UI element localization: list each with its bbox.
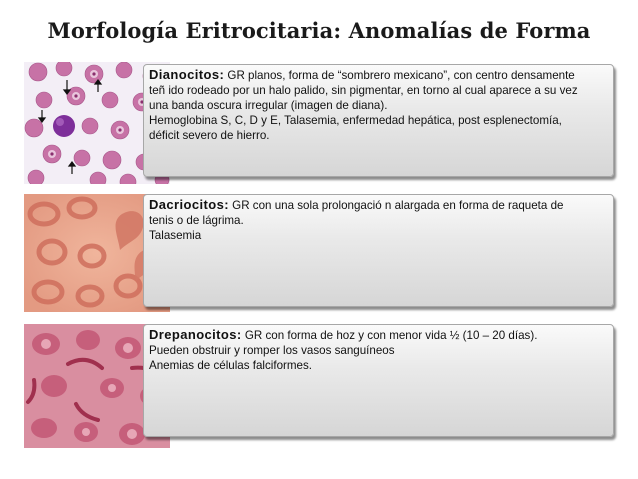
card-dianocitos-line: teñ ido rodeado por un halo palido, sin pigmentar, en torno al cual aparece a su vez [149, 84, 578, 97]
card-dianocitos-line: Hemoglobina S, C, D y E, Talasemia, enfermedad hepática, post esplenectomía, [149, 114, 562, 127]
heading-dacriocitos: Dacriocitos: [149, 197, 229, 212]
heading-dianocitos: Dianocitos: [149, 67, 225, 82]
card-dianocitos-line: una banda oscura irregular (imagen de diana). [149, 99, 388, 112]
heading-drepanocitos: Drepanocitos: [149, 327, 242, 342]
card-dacriocitos-text [149, 197, 608, 243]
card-dacriocitos-line: GR con una sola prolongació n alargada en forma de raqueta de [232, 199, 564, 212]
card-dacriocitos [143, 194, 614, 307]
card-drepanocitos-line: GR con forma de hoz y con menor vida ½ (10 – 20 días). [244, 329, 538, 342]
card-dianocitos-line: GR planos, forma de “sombrero mexicano”, con centro densamente [227, 69, 575, 82]
card-dianocitos-line: déficit severo de hierro. [149, 129, 270, 142]
card-drepanocitos-line: Anemias de células falciformes. [149, 359, 313, 372]
page-title: Morfología Eritrocitaria: Anomalías de Forma [47, 18, 591, 43]
card-drepanocitos-text [149, 327, 608, 373]
card-drepanocitos-line: Pueden obstruir y romper los vasos sanguíneos [149, 344, 395, 357]
card-dianocitos [143, 64, 614, 177]
card-dacriocitos-line: Talasemia [149, 229, 202, 242]
card-dacriocitos-line: tenis o de lágrima. [149, 214, 244, 227]
card-drepanocitos [143, 324, 614, 437]
card-dianocitos-text [149, 67, 608, 143]
